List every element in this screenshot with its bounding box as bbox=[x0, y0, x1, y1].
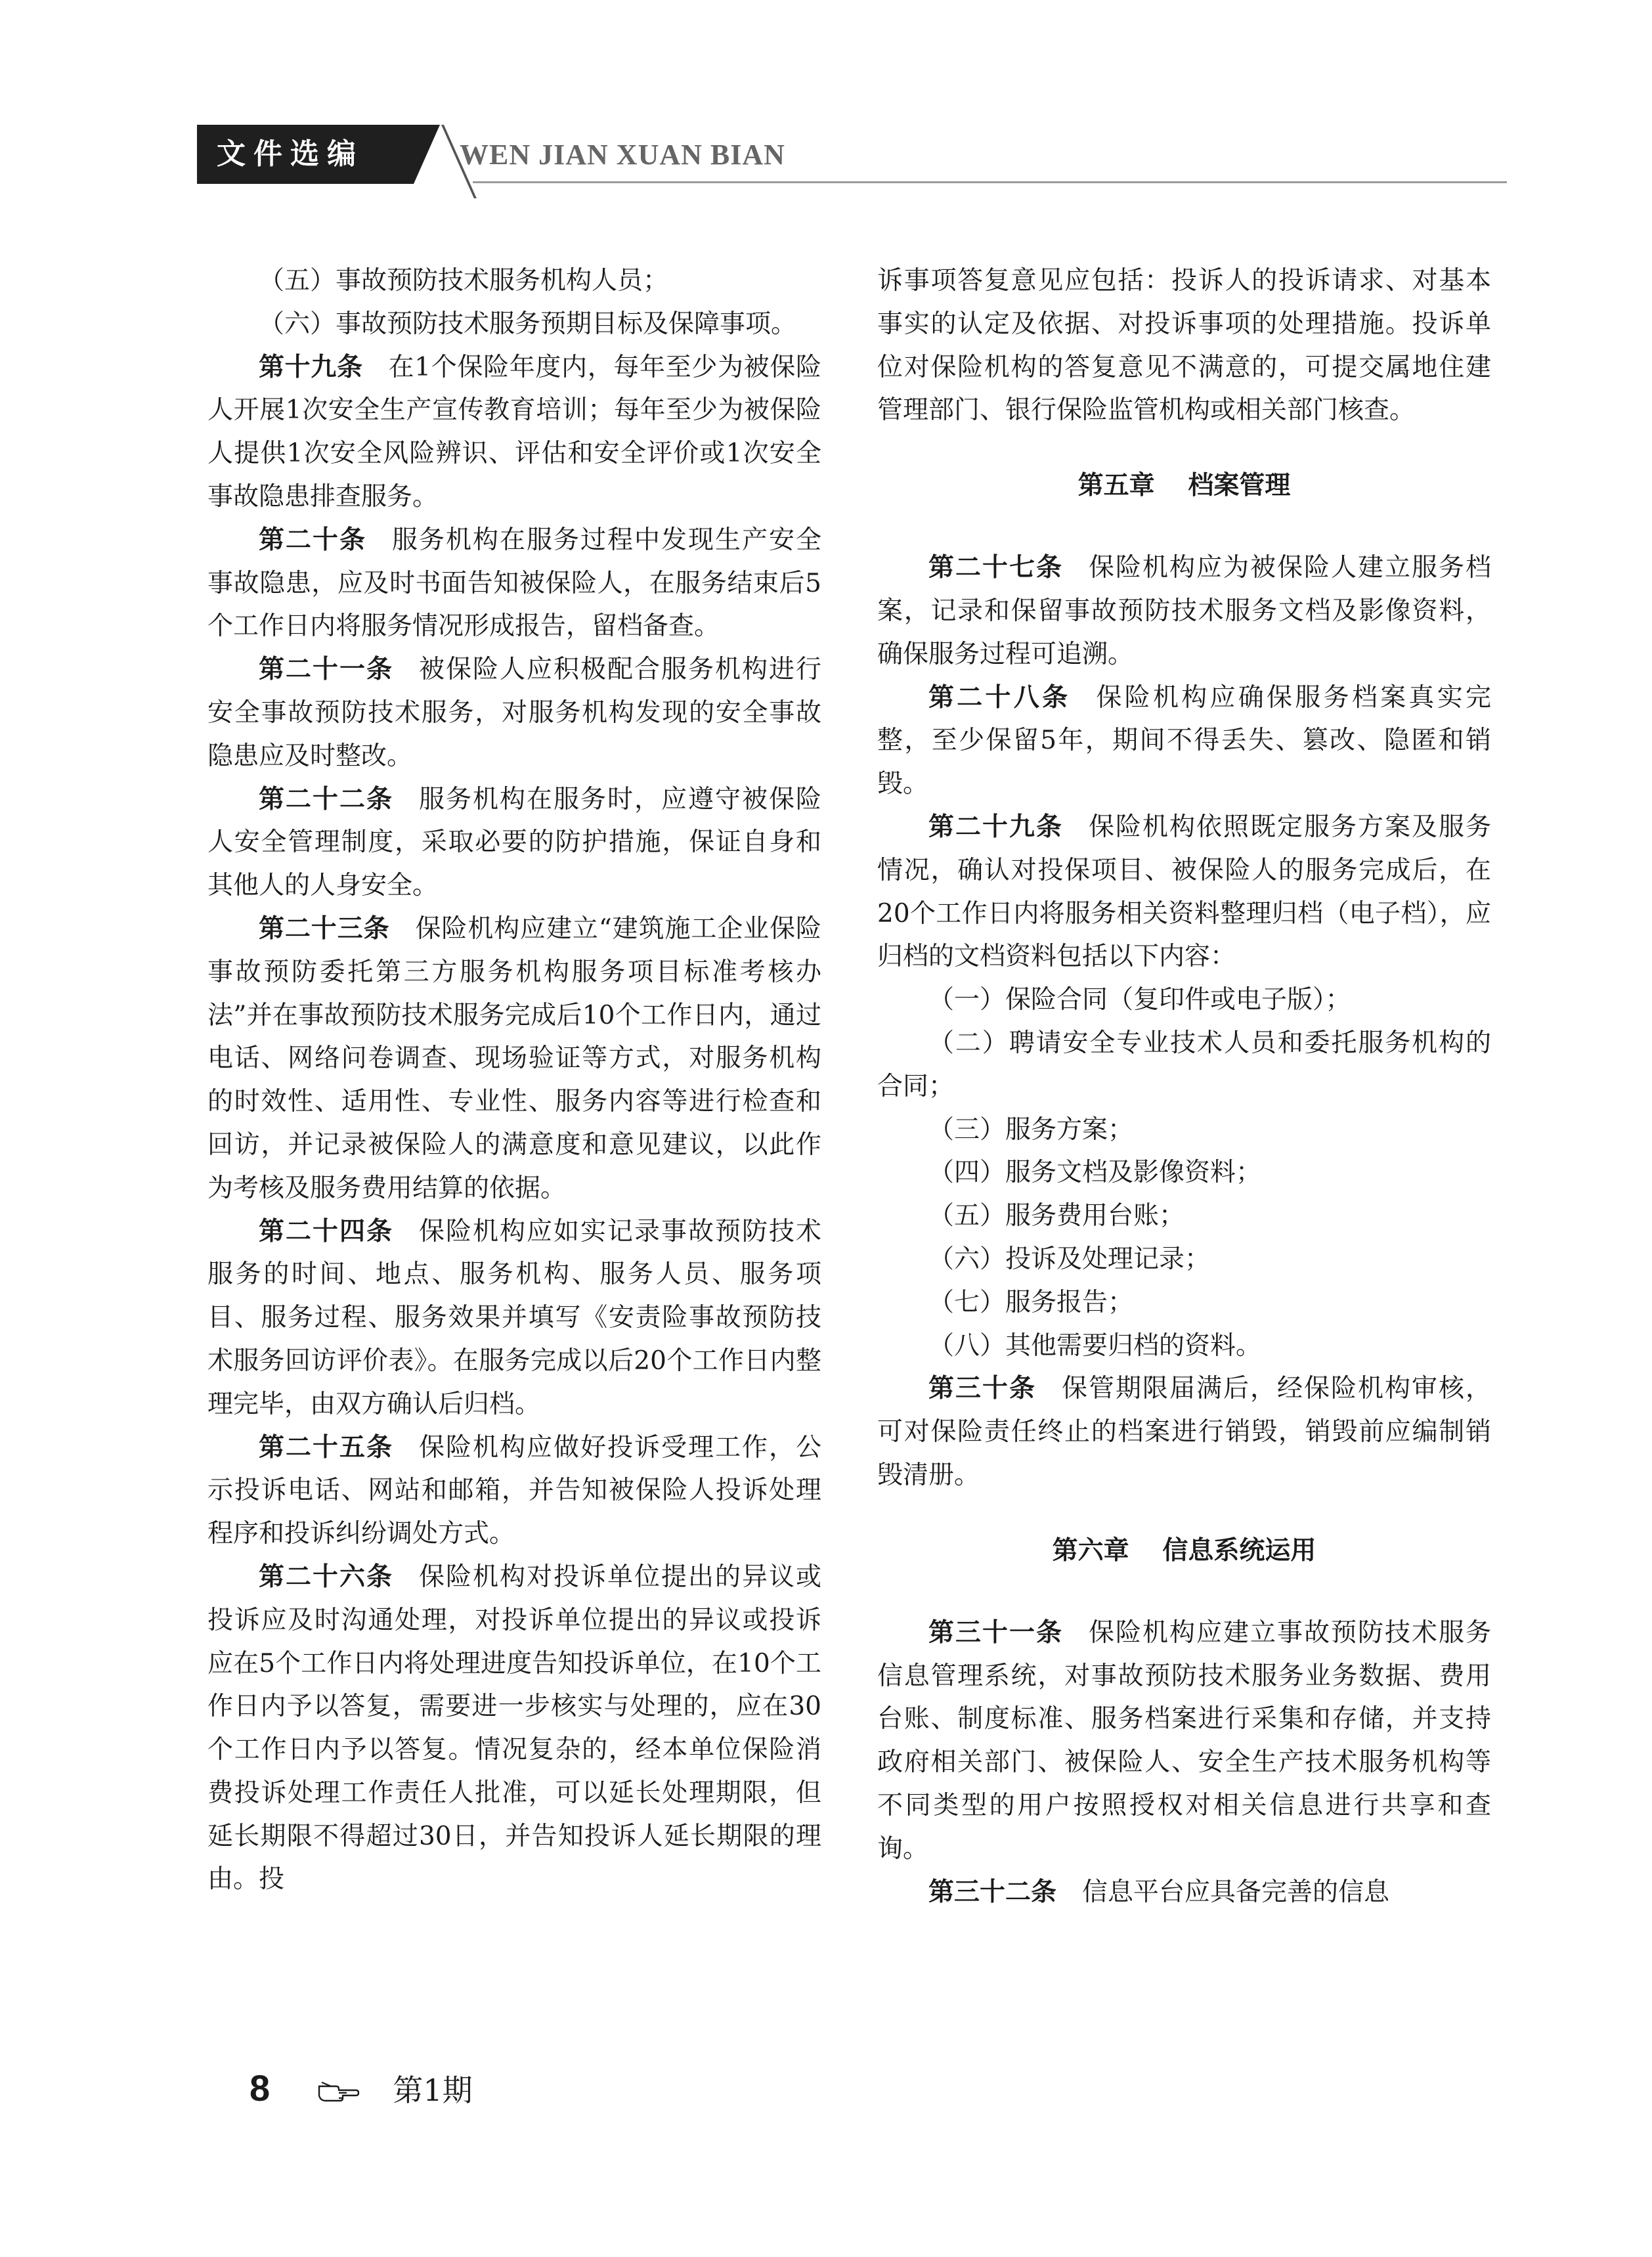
article-paragraph bbox=[877, 806, 1491, 978]
article-text: 保险机构对投诉单位提出的异议或投诉应及时沟通处理，对投诉单位提出的异议或投诉应在5个工作日内将处理进度告知投诉单位，在10个工作日内予以答复，需要进一步核实与处理的，应在30个工作日内予以答复。情况复杂的，经本单位保险消费投诉处理工作责任人批准，可以延长处理期限，但延长期限不得超过30日，并告知投诉人延长期限的理由。投 bbox=[207, 1562, 821, 1895]
article-text: （六）事故预防技术服务预期目标及保障事项。 bbox=[259, 309, 797, 339]
article-text: 信息平台应具备完善的信息 bbox=[1082, 1877, 1390, 1907]
article-text: （五）事故预防技术服务机构人员； bbox=[259, 266, 669, 296]
article-paragraph bbox=[207, 519, 821, 648]
article-paragraph bbox=[207, 648, 821, 778]
list-item bbox=[877, 1022, 1491, 1108]
article-paragraph bbox=[207, 1556, 821, 1901]
article-paragraph bbox=[207, 778, 821, 908]
article-number: 第二十八条 bbox=[928, 682, 1071, 712]
article-text: （八）其他需要归档的资料。 bbox=[928, 1330, 1262, 1361]
article-text: （六）投诉及处理记录； bbox=[928, 1244, 1211, 1274]
header-rule bbox=[473, 181, 1507, 183]
article-text: （七）服务报告； bbox=[928, 1287, 1134, 1317]
article-number: 第二十四条 bbox=[259, 1216, 393, 1246]
article-number: 第三十二条 bbox=[928, 1877, 1057, 1907]
article-number: 第三十一条 bbox=[928, 1617, 1063, 1648]
article-number: 第二十五条 bbox=[259, 1432, 393, 1462]
article-paragraph bbox=[877, 1871, 1491, 1914]
continued-paragraph: 诉事项答复意见应包括：投诉人的投诉请求、对基本事实的认定及依据、对投诉事项的处理措施。投诉单位对保险机构的答复意见不满意的，可提交属地住建管理部门、银行保险监管机构或相关部门核查。 bbox=[877, 266, 1491, 426]
article-number: 第二十一条 bbox=[259, 655, 393, 685]
section-pinyin: WEN JIAN XUAN BIAN bbox=[460, 139, 785, 171]
article-paragraph bbox=[207, 1426, 821, 1556]
article-text: （四）服务文档及影像资料； bbox=[928, 1158, 1262, 1188]
article-paragraph bbox=[207, 908, 821, 1210]
article-text: 保险机构应如实记录事故预防技术服务的时间、地点、服务机构、服务人员、服务项目、服务过程、服务效果并填写《安责险事故预防技术服务回访评价表》。在服务完成以后20个工作日内整理完毕，由双方确认后归档。 bbox=[207, 1216, 821, 1419]
article-text: 被保险人应积极配合服务机构进行安全事故预防技术服务，对服务机构发现的安全事故隐患应及时整改。 bbox=[207, 655, 821, 771]
article-text: 保险机构应为被保险人建立服务档案，记录和保留事故预防技术服务文档及影像资料，确保服务过程可追溯。 bbox=[877, 553, 1491, 669]
list-item bbox=[877, 1194, 1491, 1238]
section-header bbox=[197, 125, 1507, 184]
article-paragraph bbox=[877, 1367, 1491, 1497]
article-number: 第二十七条 bbox=[928, 553, 1063, 583]
list-item bbox=[207, 259, 821, 303]
list-item bbox=[877, 1281, 1491, 1325]
pointing-hand-icon bbox=[316, 2067, 360, 2119]
article-number: 第二十三条 bbox=[259, 913, 390, 944]
page-number: 8 bbox=[250, 2067, 271, 2109]
article-text: 在1个保险年度内，每年至少为被保险人开展1次安全生产宣传教育培训；每年至少为被保险人提供1次安全风险辨识、评估和安全评价或1次安全事故隐患排查服务。 bbox=[207, 352, 821, 512]
article-paragraph bbox=[877, 1611, 1491, 1871]
article-text: （三）服务方案； bbox=[928, 1114, 1134, 1145]
left-column bbox=[207, 259, 821, 1901]
article-text: 保险机构应建立“建筑施工企业保险事故预防委托第三方服务机构服务项目标准考核办法”并在事故预防技术服务完成后10个工作日内，通过电话、网络问卷调查、现场验证等方式，对服务机构的时效性、适用性、专业性、服务内容等进行检查和回访，并记录被保险人的满意度和意见建议，以此作为考核及服务费用结算的依据。 bbox=[207, 913, 821, 1203]
article-number: 第十九条 bbox=[259, 352, 363, 382]
article-paragraph bbox=[877, 546, 1491, 676]
article-paragraph bbox=[207, 1210, 821, 1426]
article-paragraph bbox=[877, 676, 1491, 806]
article-text: 保险机构应做好投诉受理工作，公示投诉电话、网站和邮箱，并告知被保险人投诉处理程序和投诉纠纷调处方式。 bbox=[207, 1432, 821, 1549]
list-item bbox=[877, 1108, 1491, 1152]
section-label: 文件选编 bbox=[197, 125, 414, 184]
article-number: 第二十二条 bbox=[259, 784, 393, 814]
article-text: （五）服务费用台账； bbox=[928, 1201, 1185, 1231]
issue-label: 第1期 bbox=[393, 2072, 473, 2108]
article-text: 服务机构在服务过程中发现生产安全事故隐患，应及时书面告知被保险人，在服务结束后5个工作日内将服务情况形成报告，留档备查。 bbox=[207, 525, 821, 642]
chapter-title: 档案管理 bbox=[1188, 471, 1291, 501]
article-number: 第二十六条 bbox=[259, 1562, 393, 1592]
article-text: 保管期限届满后，经保险机构审核，可对保险责任终止的档案进行销毁，销毁前应编制销毁清册。 bbox=[877, 1374, 1491, 1490]
list-item bbox=[877, 978, 1491, 1022]
chapter-number: 第六章 bbox=[1052, 1535, 1129, 1566]
chapter-number: 第五章 bbox=[1077, 471, 1155, 501]
chapter-heading-6 bbox=[877, 1531, 1491, 1571]
article-number: 第三十条 bbox=[928, 1374, 1036, 1404]
chapter-6-articles bbox=[877, 1611, 1491, 1914]
article-text: 服务机构在服务时，应遵守被保险人安全管理制度，采取必要的防护措施，保证自身和其他人的人身安全。 bbox=[207, 784, 821, 901]
chapter-5-articles bbox=[877, 546, 1491, 1497]
chapter-heading-5 bbox=[877, 466, 1491, 506]
page-footer bbox=[250, 2062, 473, 2115]
chapter-title: 信息系统运用 bbox=[1162, 1535, 1316, 1566]
list-item bbox=[877, 1325, 1491, 1368]
article-text: 保险机构应建立事故预防技术服务信息管理系统，对事故预防技术服务业务数据、费用台账、制度标准、服务档案进行采集和存储，并支持政府相关部门、被保险人、安全生产技术服务机构等不同类型的用户按照授权对相关信息进行共享和查询。 bbox=[877, 1617, 1491, 1864]
header-slant-decoration bbox=[414, 125, 440, 184]
article-text: （二）聘请安全专业技术人员和委托服务机构的合同； bbox=[877, 1028, 1491, 1101]
article-text: 保险机构应确保服务档案真实完整，至少保留5年，期间不得丢失、篡改、隐匿和销毁。 bbox=[877, 682, 1491, 799]
right-column bbox=[877, 259, 1491, 1914]
article-text: 保险机构依照既定服务方案及服务情况，确认对投保项目、被保险人的服务完成后，在20个工作日内将服务相关资料整理归档（电子档），应归档的文档资料包括以下内容： bbox=[877, 812, 1491, 972]
article-number: 第二十条 bbox=[259, 525, 366, 555]
list-item bbox=[877, 1238, 1491, 1281]
list-item bbox=[207, 303, 821, 346]
list-item bbox=[877, 1151, 1491, 1194]
article-number: 第二十九条 bbox=[928, 812, 1063, 842]
article-paragraph bbox=[207, 346, 821, 519]
article-text: （一）保险合同（复印件或电子版）； bbox=[928, 985, 1351, 1015]
